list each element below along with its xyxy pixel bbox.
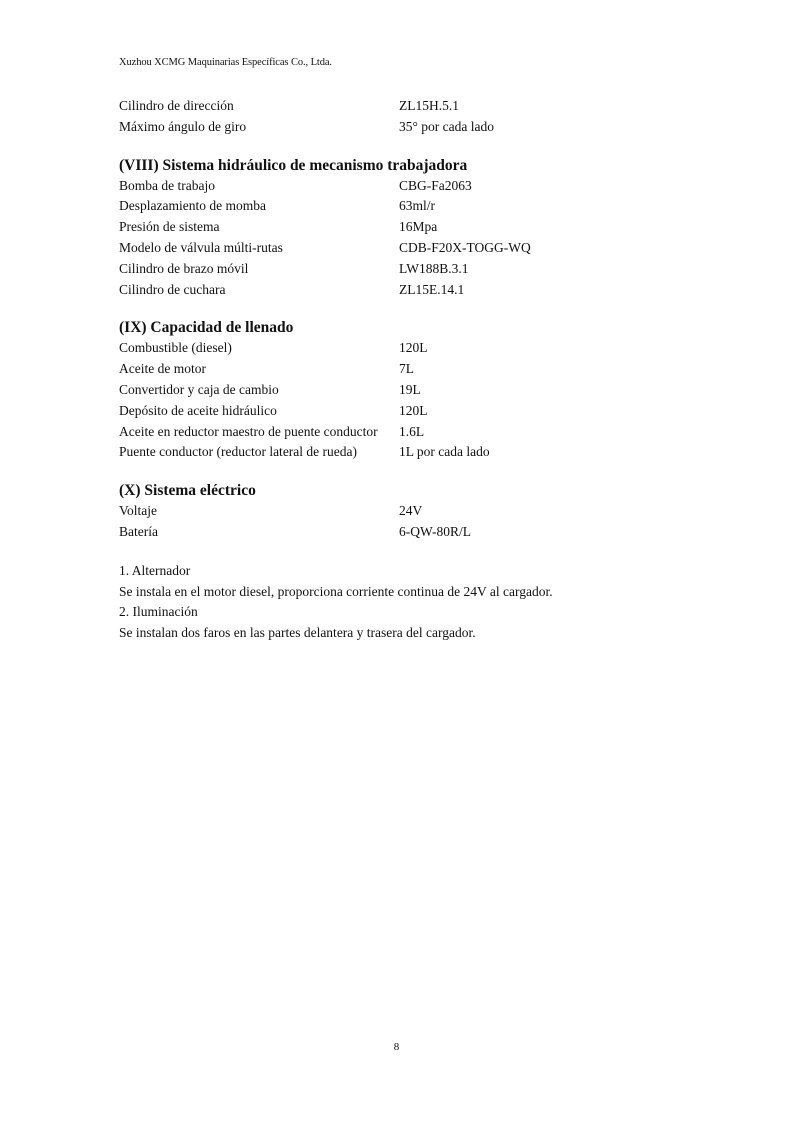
spec-label: Cilindro de cuchara xyxy=(119,281,226,297)
spec-value: 63ml/r xyxy=(399,198,435,214)
note-heading-lighting: 2. Iluminación xyxy=(119,604,198,620)
spec-label: Desplazamiento de momba xyxy=(119,198,266,214)
spec-row xyxy=(119,338,679,359)
page-header-company: Xuzhou XCMG Maquinarias Específicas Co., Ltda. xyxy=(119,57,332,68)
spec-row xyxy=(119,217,679,238)
page-number: 8 xyxy=(393,1041,400,1053)
spec-value: 120L xyxy=(399,402,428,418)
spec-value: 24V xyxy=(399,503,423,519)
spec-value: 1.6L xyxy=(399,423,425,439)
electrical-notes xyxy=(119,561,679,644)
spec-label: Batería xyxy=(119,523,158,539)
section-hydraulic-system xyxy=(119,156,679,301)
spec-label: Máximo ángulo de giro xyxy=(119,118,247,134)
spec-row xyxy=(119,96,679,117)
spec-row xyxy=(119,238,679,259)
spec-row xyxy=(119,359,679,380)
spec-value: 16Mpa xyxy=(399,219,438,235)
spec-value: 35° por cada lado xyxy=(399,118,494,134)
spec-label: Voltaje xyxy=(119,503,157,519)
spec-value: CDB-F20X-TOGG-WQ xyxy=(399,239,531,255)
section-electrical-system xyxy=(119,481,679,543)
spec-row xyxy=(119,380,679,401)
spec-row xyxy=(119,117,679,138)
spec-value: 120L xyxy=(399,340,428,356)
section-title: (VIII) Sistema hidráulico de mecanismo trabajadora xyxy=(119,156,468,174)
spec-value: 6-QW-80R/L xyxy=(399,523,471,539)
spec-label: Cilindro de brazo móvil xyxy=(119,260,249,276)
spec-value: ZL15E.14.1 xyxy=(399,281,465,297)
section-title: (X) Sistema eléctrico xyxy=(119,482,256,500)
spec-label: Cilindro de dirección xyxy=(119,98,234,113)
spec-row xyxy=(119,259,679,280)
spec-row xyxy=(119,501,679,522)
note-heading-alternator: 1. Alternador xyxy=(119,562,191,578)
spec-label: Presión de sistema xyxy=(119,219,220,235)
note-text-alternator: Se instala en el motor diesel, proporciona corriente continua de 24V al cargador. xyxy=(119,583,553,599)
spec-value: ZL15H.5.1 xyxy=(399,98,459,113)
spec-label: Aceite de motor xyxy=(119,361,206,377)
spec-label: Convertidor y caja de cambio xyxy=(119,381,279,397)
spec-value: CBG-Fa2063 xyxy=(399,177,472,193)
spec-label: Aceite en reductor maestro de puente conductor xyxy=(119,423,378,439)
spec-row xyxy=(119,401,679,422)
note-text-lighting: Se instalan dos faros en las partes delantera y trasera del cargador. xyxy=(119,625,476,641)
document-body xyxy=(119,96,679,644)
spec-row xyxy=(119,280,679,301)
spec-label: Puente conductor (reductor lateral de rueda) xyxy=(119,444,358,460)
spec-row xyxy=(119,442,679,463)
spec-value: LW188B.3.1 xyxy=(399,260,469,276)
spec-label: Bomba de trabajo xyxy=(119,177,215,193)
spec-value: 19L xyxy=(399,381,421,397)
spec-row xyxy=(119,196,679,217)
spec-label: Depósito de aceite hidráulico xyxy=(119,402,277,418)
spec-value: 1L por cada lado xyxy=(399,444,490,460)
steering-spec-group xyxy=(119,96,679,138)
spec-value: 7L xyxy=(399,361,414,377)
spec-row xyxy=(119,176,679,197)
spec-row xyxy=(119,522,679,543)
spec-row xyxy=(119,422,679,443)
spec-label: Modelo de válvula múlti-rutas xyxy=(119,239,283,255)
section-fill-capacity xyxy=(119,318,679,463)
spec-label: Combustible (diesel) xyxy=(119,340,232,356)
section-title: (IX) Capacidad de llenado xyxy=(119,319,294,337)
